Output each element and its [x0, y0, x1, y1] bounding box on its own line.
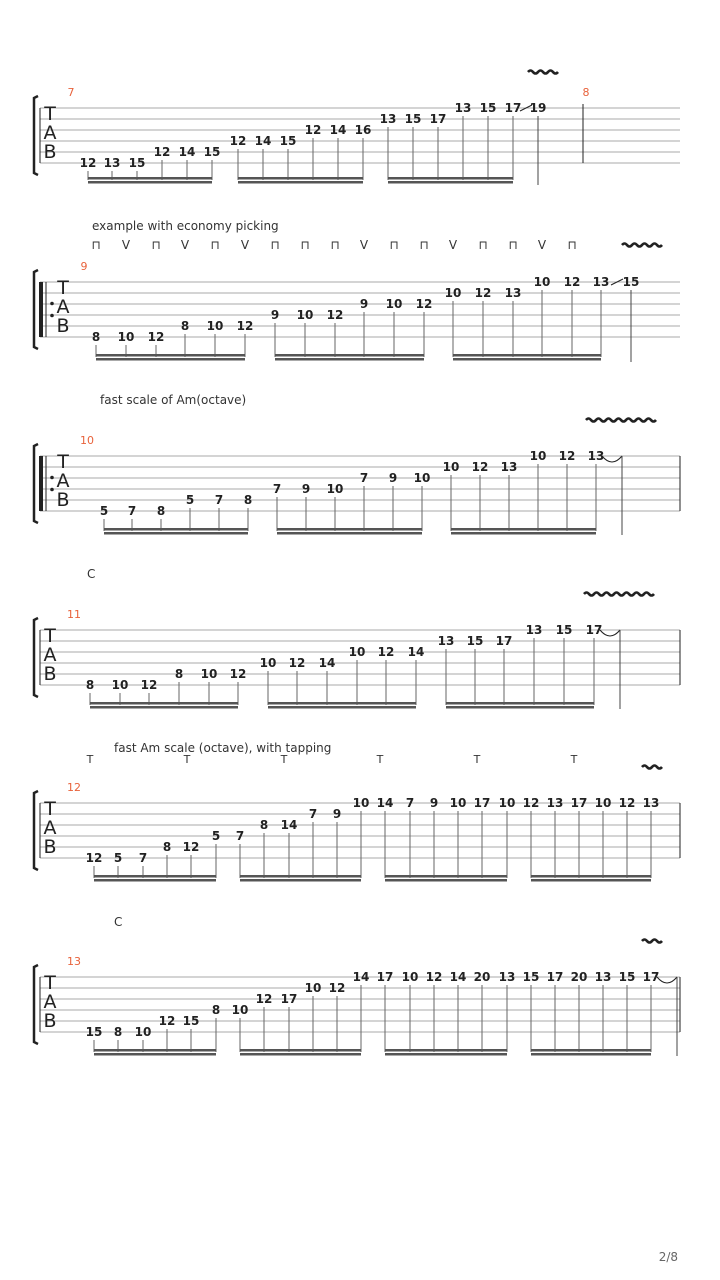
annotation-text: fast Am scale (octave), with tapping — [114, 741, 332, 755]
tab-clef-letter: T — [57, 451, 69, 473]
fret-number: 15 — [128, 156, 146, 170]
upstroke-mark: V — [448, 238, 458, 252]
annotation-text: C — [114, 915, 123, 929]
beam — [96, 358, 245, 361]
beam — [240, 875, 361, 878]
fret-number: 14 — [329, 123, 347, 137]
fret-number: 12 — [618, 796, 636, 810]
downstroke-mark: ⊓ — [151, 238, 161, 252]
fret-number: 13 — [437, 634, 455, 648]
fret-number: 8 — [180, 319, 190, 333]
beam — [238, 177, 363, 180]
fret-number: 8 — [91, 330, 101, 344]
tab-system — [34, 219, 680, 362]
fret-number: 17 — [473, 796, 491, 810]
beam — [238, 181, 363, 184]
upstroke-mark: V — [121, 238, 131, 252]
repeat-dot — [50, 314, 54, 318]
tab-clef-letter: A — [43, 644, 57, 666]
fret-number: 15 — [279, 134, 297, 148]
fret-number: 10 — [352, 796, 370, 810]
system-bracket — [34, 618, 38, 697]
fret-number: 10 — [326, 482, 344, 496]
fret-number: 14 — [280, 818, 298, 832]
fret-number: 7 — [214, 493, 224, 507]
fret-number: 10 — [200, 667, 218, 681]
beam — [453, 358, 601, 361]
fret-number: 8 — [211, 1003, 221, 1017]
tap-mark: T — [376, 753, 384, 766]
fret-number: 9 — [332, 807, 342, 821]
fret-number: 15 — [466, 634, 484, 648]
beam — [90, 706, 238, 709]
fret-number: 12 — [471, 460, 489, 474]
measure-number: 12 — [67, 781, 81, 794]
fret-number: 10 — [498, 796, 516, 810]
tab-clef-letter: B — [56, 315, 70, 337]
fret-number: 15 — [479, 101, 497, 115]
fret-number: 10 — [533, 275, 551, 289]
fret-number: 10 — [296, 308, 314, 322]
fret-number: 9 — [270, 308, 280, 322]
fret-number: 17 — [642, 970, 660, 984]
tap-mark: T — [86, 753, 94, 766]
fret-number: 12 — [140, 678, 158, 692]
fret-number: 15 — [522, 970, 540, 984]
upstroke-mark: V — [537, 238, 547, 252]
repeat-bar — [39, 282, 43, 337]
beam — [531, 875, 651, 878]
annotation-text: example with economy picking — [92, 219, 279, 233]
fret-number: 5 — [99, 504, 109, 518]
fret-number: 5 — [211, 829, 221, 843]
system-bracket — [34, 96, 38, 175]
tab-clef-letter: B — [43, 1010, 57, 1032]
fret-number: 8 — [85, 678, 95, 692]
fret-number: 12 — [522, 796, 540, 810]
fret-number: 7 — [308, 807, 318, 821]
downstroke-mark: ⊓ — [567, 238, 577, 252]
tab-clef-letter: A — [56, 296, 70, 318]
fret-number: 7 — [235, 829, 245, 843]
fret-number: 10 — [304, 981, 322, 995]
release-curve — [602, 456, 622, 462]
beam — [240, 1053, 361, 1056]
annotation-text: C — [87, 567, 96, 581]
fret-number: 10 — [134, 1025, 152, 1039]
fret-number: 9 — [388, 471, 398, 485]
fret-number: 12 — [158, 1014, 176, 1028]
release-curve — [600, 630, 620, 636]
fret-number: 16 — [354, 123, 372, 137]
fret-number: 14 — [318, 656, 336, 670]
downstroke-mark: ⊓ — [210, 238, 220, 252]
beam — [531, 879, 651, 882]
tab-clef-letter: A — [56, 470, 70, 492]
beam — [385, 1053, 507, 1056]
fret-number: 8 — [156, 504, 166, 518]
fret-number: 17 — [585, 623, 603, 637]
downstroke-mark: ⊓ — [478, 238, 488, 252]
beam — [94, 879, 216, 882]
beam — [531, 1049, 651, 1052]
tab-system — [34, 741, 680, 882]
tab-clef-letter: B — [43, 663, 57, 685]
system-bracket — [34, 791, 38, 870]
fret-number: 10 — [594, 796, 612, 810]
fret-number: 7 — [405, 796, 415, 810]
system-bracket — [34, 444, 38, 523]
tab-system — [34, 86, 680, 185]
beam — [88, 177, 212, 180]
beam — [94, 1049, 216, 1052]
downstroke-mark: ⊓ — [419, 238, 429, 252]
fret-number: 15 — [622, 275, 640, 289]
tap-mark: T — [183, 753, 191, 766]
fret-number: 13 — [504, 286, 522, 300]
beam — [240, 879, 361, 882]
annotation-text: fast scale of Am(octave) — [100, 393, 247, 407]
downstroke-mark: ⊓ — [270, 238, 280, 252]
beam — [90, 702, 238, 705]
fret-number: 12 — [255, 992, 273, 1006]
fret-number: 12 — [85, 851, 103, 865]
fret-number: 7 — [138, 851, 148, 865]
fret-number: 10 — [385, 297, 403, 311]
fret-number: 15 — [182, 1014, 200, 1028]
page-number: 2/8 — [658, 1250, 678, 1264]
tab-system — [34, 393, 680, 535]
fret-number: 19 — [529, 101, 547, 115]
beam — [453, 354, 601, 357]
tab-clef-letter: T — [57, 277, 69, 299]
fret-number: 20 — [473, 970, 491, 984]
fret-number: 15 — [555, 623, 573, 637]
fret-number: 12 — [153, 145, 171, 159]
fret-number: 12 — [182, 840, 200, 854]
fret-number: 17 — [504, 101, 522, 115]
tab-clef-letter: T — [44, 798, 56, 820]
fret-number: 14 — [352, 970, 370, 984]
fret-number: 10 — [529, 449, 547, 463]
measure-number: 10 — [80, 434, 94, 447]
fret-number: 12 — [229, 134, 247, 148]
tab-clef-letter: T — [44, 972, 56, 994]
beam — [96, 354, 245, 357]
fret-number: 12 — [304, 123, 322, 137]
fret-number: 10 — [413, 471, 431, 485]
repeat-bar — [39, 456, 43, 511]
fret-number: 12 — [147, 330, 165, 344]
measure-number: 13 — [67, 955, 81, 968]
fret-number: 8 — [113, 1025, 123, 1039]
tab-system — [34, 567, 680, 709]
tab-clef-letter: A — [43, 122, 57, 144]
fret-number: 10 — [449, 796, 467, 810]
beam — [88, 181, 212, 184]
repeat-dot — [50, 488, 54, 492]
fret-number: 13 — [594, 970, 612, 984]
fret-number: 17 — [495, 634, 513, 648]
fret-number: 14 — [376, 796, 394, 810]
fret-number: 8 — [259, 818, 269, 832]
vibrato-mark — [586, 419, 656, 422]
fret-number: 10 — [206, 319, 224, 333]
fret-number: 5 — [185, 493, 195, 507]
fret-number: 9 — [359, 297, 369, 311]
fret-number: 13 — [500, 460, 518, 474]
tab-clef-letter: T — [44, 103, 56, 125]
fret-number: 7 — [127, 504, 137, 518]
tab-clef-letter: B — [43, 836, 57, 858]
beam — [385, 875, 507, 878]
fret-number: 12 — [563, 275, 581, 289]
upstroke-mark: V — [359, 238, 369, 252]
fret-number: 10 — [442, 460, 460, 474]
fret-number: 10 — [231, 1003, 249, 1017]
beam — [531, 1053, 651, 1056]
beam — [277, 528, 422, 531]
fret-number: 17 — [376, 970, 394, 984]
beam — [388, 177, 513, 180]
beam — [268, 706, 416, 709]
fret-number: 15 — [203, 145, 221, 159]
fret-number: 14 — [178, 145, 196, 159]
system-bracket — [34, 965, 38, 1044]
fret-number: 7 — [272, 482, 282, 496]
upstroke-mark: V — [240, 238, 250, 252]
beam — [277, 532, 422, 535]
fret-number: 9 — [301, 482, 311, 496]
fret-number: 12 — [328, 981, 346, 995]
tab-clef-letter: A — [43, 991, 57, 1013]
fret-number: 12 — [288, 656, 306, 670]
fret-number: 10 — [117, 330, 135, 344]
fret-number: 10 — [348, 645, 366, 659]
beam — [94, 1053, 216, 1056]
fret-number: 10 — [444, 286, 462, 300]
fret-number: 8 — [243, 493, 253, 507]
downstroke-mark: ⊓ — [300, 238, 310, 252]
beam — [446, 706, 594, 709]
beam — [275, 354, 424, 357]
tab-clef-letter: B — [43, 141, 57, 163]
vibrato-mark — [584, 593, 654, 596]
fret-number: 7 — [359, 471, 369, 485]
tap-mark: T — [473, 753, 481, 766]
tab-clef-letter: T — [44, 625, 56, 647]
fret-number: 15 — [85, 1025, 103, 1039]
fret-number: 12 — [425, 970, 443, 984]
beam — [275, 358, 424, 361]
fret-number: 13 — [379, 112, 397, 126]
beam — [385, 879, 507, 882]
fret-number: 20 — [570, 970, 588, 984]
fret-number: 13 — [103, 156, 121, 170]
tab-clef-letter: B — [56, 489, 70, 511]
downstroke-mark: ⊓ — [330, 238, 340, 252]
fret-number: 13 — [454, 101, 472, 115]
upstroke-mark: V — [180, 238, 190, 252]
fret-number: 17 — [280, 992, 298, 1006]
system-bracket — [34, 270, 38, 349]
fret-number: 13 — [592, 275, 610, 289]
fret-number: 12 — [558, 449, 576, 463]
downstroke-mark: ⊓ — [389, 238, 399, 252]
fret-number: 13 — [498, 970, 516, 984]
fret-number: 13 — [525, 623, 543, 637]
measure-number: 11 — [67, 608, 81, 621]
fret-number: 12 — [474, 286, 492, 300]
beam — [446, 702, 594, 705]
fret-number: 10 — [259, 656, 277, 670]
vibrato-mark — [642, 766, 662, 769]
fret-number: 8 — [174, 667, 184, 681]
downstroke-mark: ⊓ — [91, 238, 101, 252]
fret-number: 9 — [429, 796, 439, 810]
release-curve — [657, 977, 677, 983]
beam — [240, 1049, 361, 1052]
vibrato-mark — [528, 71, 558, 74]
fret-number: 12 — [236, 319, 254, 333]
fret-number: 5 — [113, 851, 123, 865]
beam — [94, 875, 216, 878]
beam — [104, 532, 248, 535]
fret-number: 15 — [404, 112, 422, 126]
tap-mark: T — [280, 753, 288, 766]
fret-number: 17 — [429, 112, 447, 126]
downstroke-mark: ⊓ — [508, 238, 518, 252]
measure-number: 9 — [80, 260, 88, 273]
vibrato-mark — [622, 244, 662, 247]
fret-number: 14 — [254, 134, 272, 148]
fret-number: 13 — [587, 449, 605, 463]
fret-number: 14 — [449, 970, 467, 984]
repeat-dot — [50, 302, 54, 306]
fret-number: 10 — [111, 678, 129, 692]
fret-number: 14 — [407, 645, 425, 659]
beam — [104, 528, 248, 531]
fret-number: 10 — [401, 970, 419, 984]
tap-mark: T — [570, 753, 578, 766]
beam — [451, 532, 596, 535]
fret-number: 8 — [162, 840, 172, 854]
beam — [385, 1049, 507, 1052]
repeat-dot — [50, 476, 54, 480]
fret-number: 12 — [326, 308, 344, 322]
measure-number: 8 — [582, 86, 590, 99]
fret-number: 15 — [618, 970, 636, 984]
fret-number: 13 — [546, 796, 564, 810]
measure-number: 7 — [67, 86, 75, 99]
fret-number: 12 — [229, 667, 247, 681]
beam — [451, 528, 596, 531]
tab-system — [34, 915, 680, 1056]
fret-number: 12 — [79, 156, 97, 170]
vibrato-mark — [642, 940, 662, 943]
fret-number: 13 — [642, 796, 660, 810]
fret-number: 17 — [546, 970, 564, 984]
beam — [388, 181, 513, 184]
fret-number: 17 — [570, 796, 588, 810]
fret-number: 12 — [377, 645, 395, 659]
beam — [268, 702, 416, 705]
tab-clef-letter: A — [43, 817, 57, 839]
fret-number: 12 — [415, 297, 433, 311]
